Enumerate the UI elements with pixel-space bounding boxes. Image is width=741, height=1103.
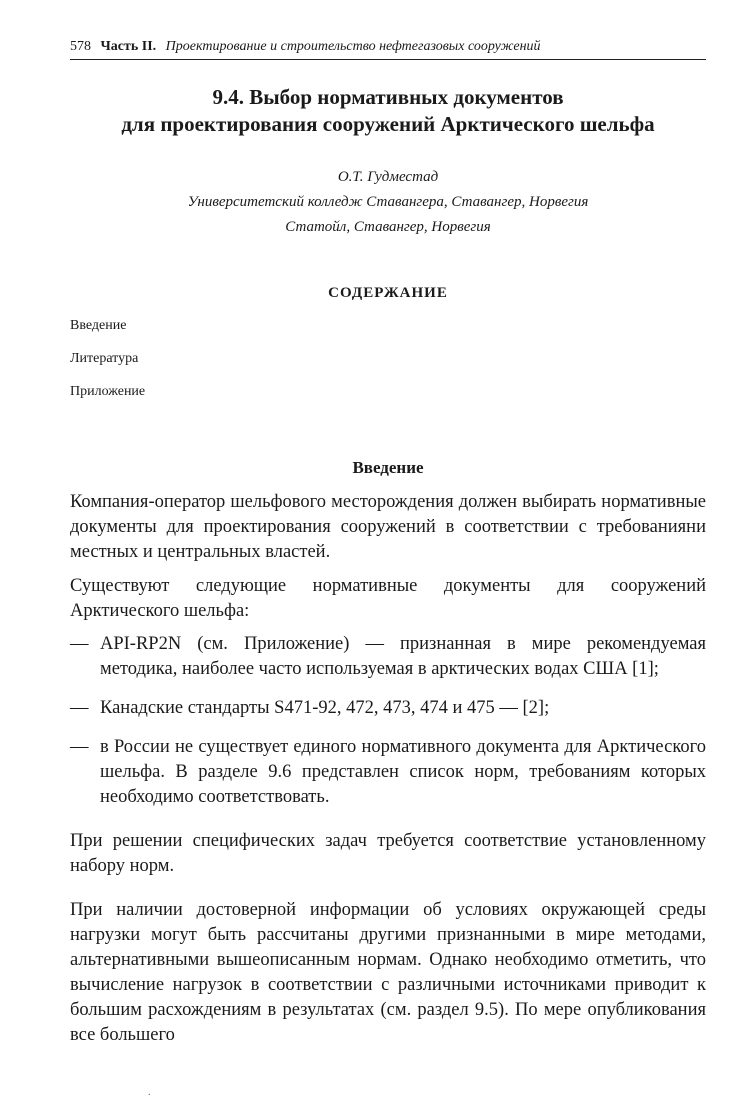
paragraph-3: При решении специфических задач требуется соответствие установленному набору норм.: [70, 831, 706, 876]
toc-heading: СОДЕРЖАНИЕ: [328, 285, 448, 301]
dash-marker: —: [70, 737, 89, 757]
affiliation-1: Университетский колледж Ставангера, Ставангер, Норвегия: [187, 194, 589, 210]
header-divider: [70, 59, 706, 60]
author-block: [70, 165, 706, 240]
dash-marker: —: [70, 634, 89, 654]
section-body: [70, 490, 706, 1048]
list-item: [70, 735, 706, 810]
list-item: [70, 632, 706, 682]
author-name: О.Т. Гудместад: [337, 169, 439, 185]
toc-item: Приложение: [70, 384, 146, 399]
dash-marker: —: [70, 698, 89, 718]
list-item-text: API-RP2N (см. Приложение) — признанная в мире рекомендуемая методика, наиболее часто используемая в арктических водах США [1];: [100, 634, 706, 679]
running-header: [70, 38, 706, 56]
toc-item: Введение: [70, 318, 127, 333]
affiliation-2: Статойл, Ставангер, Норвегия: [285, 219, 491, 235]
paragraph-1: Компания-оператор шельфового месторождения должен выбирать нормативные документы для проектирования сооружений в соответствии с требованияни местных и центральных властей.: [70, 492, 706, 562]
section-heading: Введение: [352, 458, 424, 477]
paragraph-2: Существуют следующие нормативные документы для сооружений Арктического шельфа:: [70, 576, 706, 621]
running-title: Проектирование и строительство нефтегазовых сооружений: [165, 39, 541, 54]
footer-mark: .: [148, 1087, 151, 1098]
list-item-text: Канадские стандарты S471-92, 472, 473, 474 и 475 — [2];: [100, 698, 550, 718]
title-line-1: 9.4. Выбор нормативных документов: [212, 85, 564, 109]
part-label: Часть II.: [100, 39, 157, 54]
article-title: [70, 84, 706, 138]
list-item: [70, 696, 706, 721]
toc-list: [70, 316, 145, 415]
paragraph-4: При наличии достоверной информации об условиях окружающей среды нагрузки могут быть рассчитаны другими признанными в мире методами, альтернативными вышеописанным нормам. Однако необходимо отметить, что вычисление нагрузок в соответствии с различными источниками приводит к большим расхождениям в результатах (см. раздел 9.5). По мере опубликования все большего: [70, 900, 706, 1045]
standards-list: [70, 632, 706, 810]
toc-item: Литература: [70, 351, 139, 366]
title-line-2: для проектирования сооружений Арктического шельфа: [121, 112, 655, 136]
list-item-text: в России не существует единого нормативного документа для Арктического шельфа. В разделе 9.6 представлен список норм, требованиям которых необходимо соответствовать.: [100, 737, 706, 807]
page-number: 578: [70, 39, 91, 54]
